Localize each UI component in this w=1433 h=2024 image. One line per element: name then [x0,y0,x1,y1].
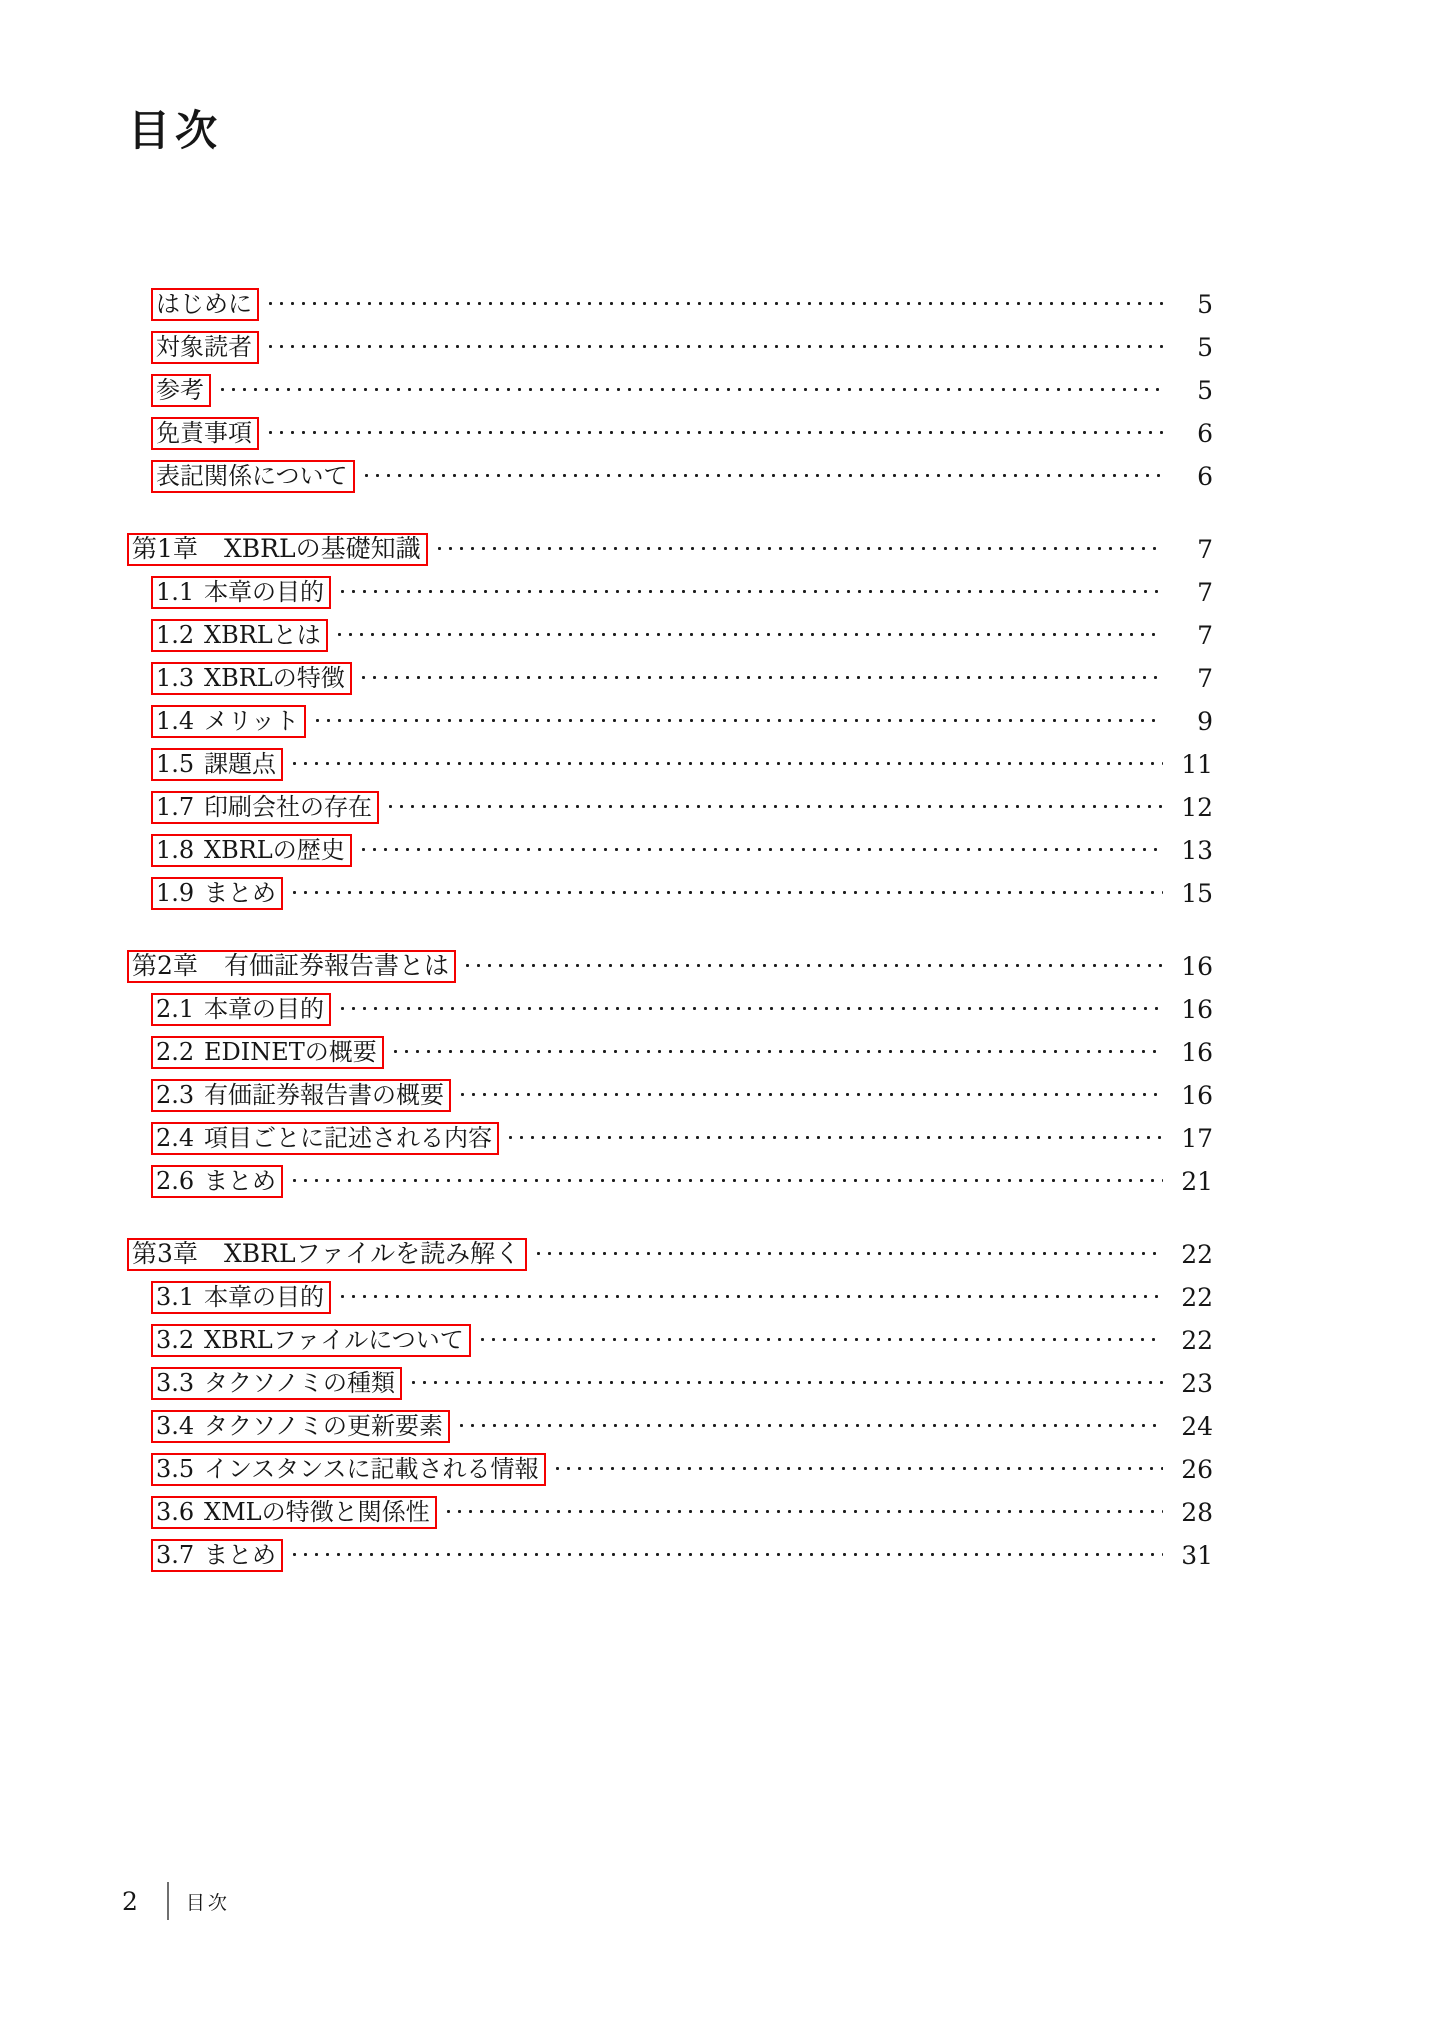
toc-entry-row [151,620,1213,651]
toc-chapter-link[interactable] [127,533,428,566]
toc-entry-label: 参考 [156,376,204,404]
toc-entry-link[interactable] [151,1410,450,1443]
toc-entry-number: 3.2 [156,1326,195,1354]
toc-page-number: 16 [1181,995,1213,1024]
toc-entry-label: EDINETの概要 [204,1038,377,1066]
footer-section-label: 目次 [185,1891,230,1914]
toc-entry-number: 1.9 [156,879,195,907]
toc-page-number: 21 [1181,1167,1213,1196]
dot-leader [289,1166,1163,1197]
toc-entry-link[interactable] [151,417,259,450]
toc-entry-link[interactable] [151,1539,283,1572]
dot-leader [462,951,1163,982]
toc-entry-link[interactable] [151,1036,384,1069]
toc-entry-link[interactable] [151,662,352,695]
toc-entry-label: まとめ [204,1167,276,1195]
toc-entry-row [151,1037,1213,1068]
toc-entry-label: XBRLの基礎知識 [224,534,421,563]
toc-entry-label: 有価証券報告書とは [224,951,450,980]
dot-leader [265,418,1163,449]
dot-leader [457,1080,1163,1111]
dot-leader [390,1037,1163,1068]
toc-entry-link[interactable] [151,1079,451,1112]
toc-entry-number: 3.4 [156,1412,195,1440]
dot-leader [289,878,1163,909]
toc-chapter-row [127,534,1213,565]
toc-entry-number: 2.1 [156,995,195,1023]
toc-page-number: 5 [1197,376,1213,405]
toc-entry-row [151,994,1213,1025]
dot-leader [265,289,1163,320]
toc-entry-number: 1.8 [156,836,195,864]
toc-page-number: 6 [1197,419,1213,448]
toc-entry-link[interactable] [151,791,379,824]
toc-entry-link[interactable] [151,1324,471,1357]
toc-page-number: 31 [1181,1541,1213,1570]
toc-page-number: 23 [1181,1369,1213,1398]
toc-entry-label: タクソノミの種類 [204,1369,396,1397]
toc-page-number: 22 [1181,1283,1213,1312]
toc-group [127,534,1213,909]
toc-entry-row [151,792,1213,823]
toc-entry-label: XBRLの特徴 [204,664,345,692]
toc-entry-label: XMLの特徴と関係性 [204,1498,430,1526]
toc-entry-label: タクソノミの更新要素 [204,1412,444,1440]
toc-entry-link[interactable] [151,1367,402,1400]
dot-leader [289,749,1163,780]
toc-entry-number: 1.1 [156,578,195,606]
toc-entry-label: 対象読者 [156,333,252,361]
dot-leader [334,620,1163,651]
toc-page-number: 7 [1197,578,1213,607]
page-footer [122,1882,230,1920]
toc-entry-row [151,663,1213,694]
toc-page-number: 9 [1197,707,1213,736]
toc-entry-row [151,1080,1213,1111]
toc-entry-row [151,332,1213,363]
toc-entry-link[interactable] [151,288,259,321]
toc-entry-link[interactable] [151,460,355,493]
dot-leader [358,663,1163,694]
toc-entry-row [151,749,1213,780]
toc-entry-label: 本章の目的 [204,1283,324,1311]
toc-entry-label: 項目ごとに記述される内容 [204,1124,492,1152]
dot-leader [434,534,1163,565]
toc-entry-row [151,289,1213,320]
toc-entry-label: 課題点 [204,750,276,778]
toc-entry-row [151,1411,1213,1442]
toc-entry-row [151,835,1213,866]
toc-entry-label: 印刷会社の存在 [204,793,372,821]
toc-entry-link[interactable] [151,331,259,364]
dot-leader [361,461,1163,492]
toc-entry-link[interactable] [151,705,306,738]
toc-entry-label: 本章の目的 [204,578,324,606]
dot-leader [552,1454,1163,1485]
footer-divider [167,1882,169,1920]
toc-entry-row [151,1325,1213,1356]
dot-leader [289,1540,1163,1571]
toc-entry-row [151,878,1213,909]
toc-entry-row [151,1123,1213,1154]
toc-entry-row [151,1282,1213,1313]
toc-entry-label: XBRLの歴史 [204,836,345,864]
toc-page-number: 12 [1181,793,1213,822]
toc-entry-row [151,1166,1213,1197]
toc-entry-label: メリット [204,707,300,735]
toc-entry-row [151,1454,1213,1485]
toc-entry-number: 第1章 [132,534,198,563]
toc-entry-label: XBRLファイルについて [204,1326,464,1354]
dot-leader [337,1282,1163,1313]
toc-entry-link[interactable] [151,1122,499,1155]
dot-leader [312,706,1163,737]
dot-leader [385,792,1163,823]
toc-entry-label: XBRLとは [204,621,321,649]
toc-entry-label: まとめ [204,879,276,907]
toc-chapter-link[interactable] [127,950,456,983]
toc-page-number: 22 [1181,1326,1213,1355]
toc-page-number: 5 [1197,290,1213,319]
toc-entry-link[interactable] [151,1281,331,1314]
toc-entry-row [151,577,1213,608]
toc-entry-number: 3.5 [156,1455,195,1483]
dot-leader [505,1123,1163,1154]
toc-entry-label: 本章の目的 [204,995,324,1023]
toc-entry-link[interactable] [151,748,283,781]
toc-page-number: 15 [1181,879,1213,908]
toc-entry-row [151,1497,1213,1528]
toc-group [127,289,1213,492]
toc-entry-row [151,1540,1213,1571]
toc-page-number: 6 [1197,462,1213,491]
dot-leader [443,1497,1163,1528]
dot-leader [358,835,1163,866]
toc-page-number: 16 [1181,1038,1213,1067]
toc-entry-link[interactable] [151,834,352,867]
toc-entry-number: 2.4 [156,1124,195,1152]
toc-page-number: 22 [1181,1240,1213,1269]
dot-leader [337,577,1163,608]
dot-leader [533,1239,1163,1270]
toc-entry-number: 2.2 [156,1038,195,1066]
toc-page-number: 26 [1181,1455,1213,1484]
toc-entry-row [151,1368,1213,1399]
toc-entry-number: 3.6 [156,1498,195,1526]
toc-entry-label: インスタンスに記載される情報 [204,1455,539,1483]
toc-entry-number: 1.4 [156,707,195,735]
toc-page-number: 17 [1181,1124,1213,1153]
toc-entry-number: 3.3 [156,1369,195,1397]
toc-entry-link[interactable] [151,993,331,1026]
toc-entry-link[interactable] [151,1496,437,1529]
toc-entry-row [151,706,1213,737]
toc-entry-label: まとめ [204,1541,276,1569]
toc-entry-row [151,418,1213,449]
toc-chapter-link[interactable] [127,1238,527,1271]
toc-entry-row [151,461,1213,492]
toc-entry-number: 第2章 [132,951,198,980]
dot-leader [337,994,1163,1025]
toc-page-number: 7 [1197,535,1213,564]
toc-entry-label: 有価証券報告書の概要 [204,1081,444,1109]
dot-leader [408,1368,1163,1399]
toc-page-number: 11 [1181,750,1213,779]
toc-entry-number: 1.7 [156,793,195,821]
toc-chapter-row [127,1239,1213,1270]
toc-entry-number: 第3章 [132,1239,198,1268]
toc-entry-link[interactable] [151,374,211,407]
toc-group [127,1239,1213,1571]
toc-page-number: 13 [1181,836,1213,865]
toc-entry-link[interactable] [151,877,283,910]
toc-entry-number: 2.6 [156,1167,195,1195]
toc-entry-label: 表記関係について [156,462,348,490]
toc-page-number: 16 [1181,952,1213,981]
dot-leader [477,1325,1163,1356]
toc-entry-label: 免責事項 [156,419,252,447]
toc-entry-link[interactable] [151,619,328,652]
toc-page-number: 5 [1197,333,1213,362]
toc-page-number: 24 [1181,1412,1213,1441]
toc-page-number: 7 [1197,664,1213,693]
dot-leader [265,332,1163,363]
toc-entry-link[interactable] [151,1453,546,1486]
toc-entry-label: はじめに [156,290,252,318]
toc-entry-label: XBRLファイルを読み解く [224,1239,521,1268]
toc-page-number: 28 [1181,1498,1213,1527]
dot-leader [456,1411,1163,1442]
toc-entry-number: 3.7 [156,1541,195,1569]
toc-entry-number: 1.5 [156,750,195,778]
toc-page-number: 16 [1181,1081,1213,1110]
toc-entry-row [151,375,1213,406]
table-of-contents [127,289,1213,1583]
page-title: 目次 [128,106,223,155]
footer-page-number: 2 [122,1886,138,1916]
toc-entry-number: 3.1 [156,1283,195,1311]
toc-chapter-row [127,951,1213,982]
toc-entry-number: 2.3 [156,1081,195,1109]
toc-entry-number: 1.3 [156,664,195,692]
dot-leader [217,375,1163,406]
toc-entry-link[interactable] [151,576,331,609]
toc-page-number: 7 [1197,621,1213,650]
toc-entry-link[interactable] [151,1165,283,1198]
toc-group [127,951,1213,1197]
toc-entry-number: 1.2 [156,621,195,649]
